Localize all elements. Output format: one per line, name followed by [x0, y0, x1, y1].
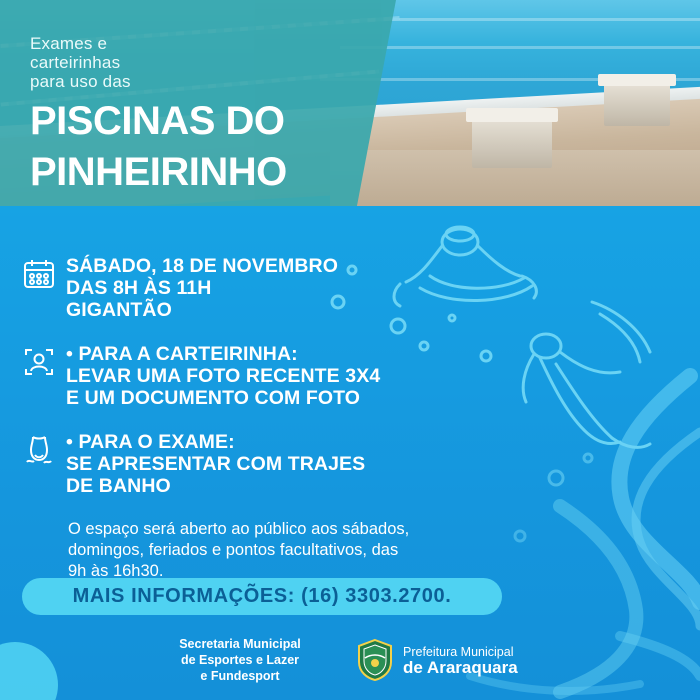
brand-text	[403, 644, 518, 676]
more-information-text: MAIS INFORMAÇÕES: (16) 3303.2700.	[72, 585, 452, 607]
starting-block	[604, 82, 670, 126]
secretaria-line2: de Esportes e Lazer	[180, 653, 300, 667]
headline-big-line2: PINHEIRINHO	[30, 150, 287, 194]
info-row-exame-line2: SE APRESENTAR COM TRAJES	[66, 453, 366, 475]
headline-small-line2: carteirinhas	[30, 53, 121, 72]
info-row-date-line1: SÁBADO, 18 DE NOVEMBRO	[66, 255, 338, 277]
starting-block-top	[598, 74, 676, 86]
secretaria-line1: Secretaria Municipal	[179, 637, 301, 651]
footer	[0, 630, 700, 700]
prefeitura-brand	[355, 638, 518, 682]
info-row-carteirinha-line3: E UM DOCUMENTO COM FOTO	[66, 387, 361, 409]
info-row-exame	[22, 431, 442, 497]
headline-big-line1: PISCINAS DO	[30, 99, 285, 143]
secretaria-line3: e Fundesport	[200, 669, 280, 683]
info-row-date-line2: DAS 8H ÀS 11H	[66, 277, 212, 299]
secretaria-block	[140, 636, 340, 684]
swimsuit-icon	[22, 431, 66, 472]
headline-small-line1: Exames e	[30, 34, 108, 53]
info-row-date	[22, 255, 442, 321]
info-row-carteirinha	[22, 343, 442, 409]
opening-hours-paragraph: O espaço será aberto ao público aos sábados, domingos, feriados e pontos facultativos, das 9h às 16h30.	[68, 520, 410, 580]
pool-lane-line	[360, 18, 700, 21]
starting-block	[472, 116, 552, 168]
brand-line1: Prefeitura Municipal	[403, 645, 514, 659]
brand-line2: de Araraquara	[403, 658, 518, 677]
id-photo-icon	[22, 343, 66, 384]
starting-block-top	[466, 108, 558, 122]
coat-of-arms-icon	[355, 638, 395, 682]
headline	[30, 34, 360, 193]
info-row-carteirinha-line2: LEVAR UMA FOTO RECENTE 3X4	[66, 365, 381, 387]
info-rows	[22, 255, 442, 582]
more-information-bar[interactable]	[22, 578, 502, 615]
info-row-carteirinha-line1: • PARA A CARTEIRINHA:	[66, 343, 298, 365]
info-row-exame-line1: • PARA O EXAME:	[66, 431, 235, 453]
headline-small-line3: para uso das	[30, 72, 131, 91]
info-row-exame-line3: DE BANHO	[66, 475, 171, 497]
calendar-icon	[22, 255, 66, 296]
info-row-date-line3: GIGANTÃO	[66, 299, 172, 321]
